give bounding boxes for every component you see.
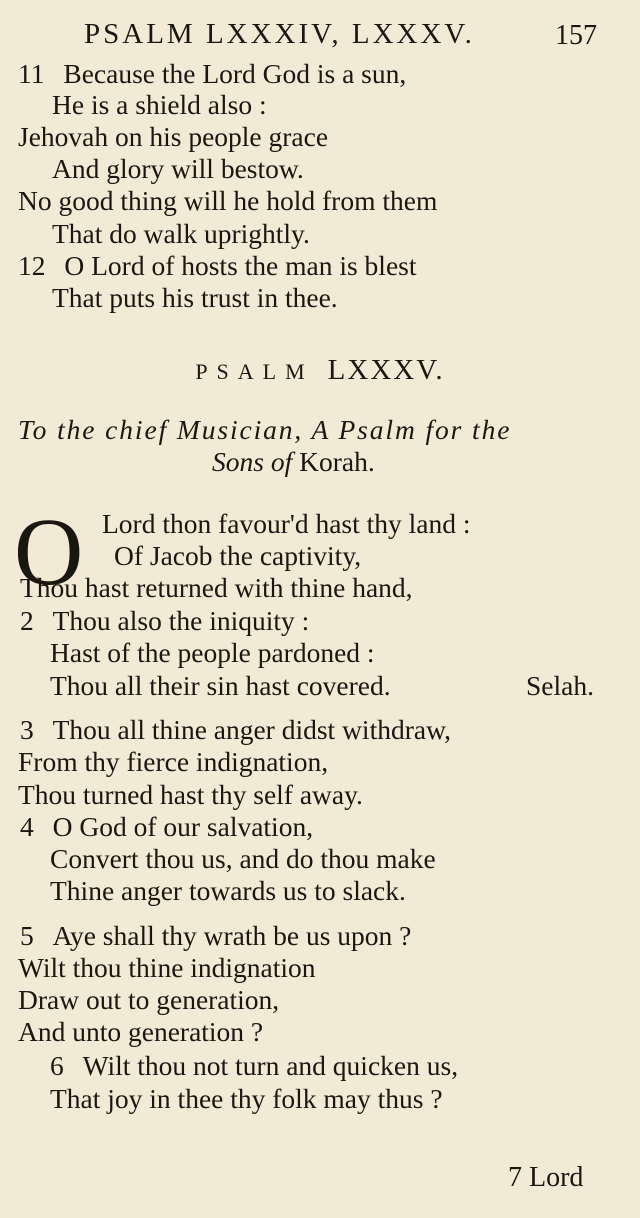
verse-text: Convert thou us, and do thou make [50, 843, 436, 874]
verse-line [18, 250, 417, 282]
verse-line [18, 185, 437, 217]
superscription-name: Korah. [299, 446, 375, 477]
verse-text: Thou all thine anger didst withdraw, [52, 714, 452, 745]
verse-line [18, 121, 328, 153]
verse-text: Lord thon favour'd hast thy land : [102, 508, 471, 539]
verse-text: O God of our salvation, [52, 811, 314, 842]
verse-text: No good thing will he hold from them [18, 185, 438, 216]
verse-line [20, 605, 309, 637]
verse-text: Draw out to generation, [18, 984, 280, 1015]
verse-text: O Lord of hosts the man is blest [64, 250, 417, 281]
verse-line [52, 218, 310, 250]
verse-line [20, 811, 313, 843]
verse-text: That joy in thee thy folk may thus ? [50, 1083, 443, 1114]
superscription-line-1: To the chief Musician, A Psalm for the [18, 414, 512, 445]
verse-text: And glory will bestow. [52, 153, 304, 184]
page-header [0, 18, 640, 58]
verse-number: 6 [50, 1050, 64, 1081]
verse-line [20, 920, 411, 952]
psalm-heading-word: PSALM [195, 359, 314, 384]
verse-number: 3 [20, 714, 34, 745]
running-title: PSALM LXXXIV, LXXXV. [84, 18, 475, 50]
verse-line [50, 637, 375, 669]
superscription [212, 446, 375, 478]
drop-cap: O [14, 498, 84, 605]
verse-text: Because the Lord God is a sun, [63, 58, 407, 89]
verse-number: 12 [18, 250, 46, 281]
verse-text: Thou hast returned with thine hand, [20, 572, 413, 603]
page-number: 157 [555, 20, 597, 51]
verse-text: Hast of the people pardoned : [50, 637, 375, 668]
verse-number: 11 [18, 58, 45, 89]
verse-text: From thy fierce indignation, [18, 746, 329, 777]
verse-text: Thine anger towards us to slack. [50, 875, 406, 906]
superscription-line-2: Sons of [212, 446, 293, 477]
verse-text: That puts his trust in thee. [52, 282, 338, 313]
catchword: 7 Lord [508, 1162, 584, 1193]
selah: Selah. [526, 670, 594, 701]
verse-line [52, 282, 338, 314]
verse-line [50, 1083, 443, 1115]
psalm-heading [0, 354, 640, 387]
verse-text: Wilt thou thine indignation [18, 952, 316, 983]
verse-text: Wilt thou not turn and quicken us, [82, 1050, 459, 1081]
verse-line [50, 843, 436, 875]
verse-line [18, 58, 406, 90]
verse-number: 4 [20, 811, 34, 842]
verse-line [20, 572, 413, 604]
verse-text: Thou also the iniquity : [52, 605, 310, 636]
verse-number: 5 [20, 920, 34, 951]
verse-line [52, 153, 304, 185]
verse-text: Thou all their sin hast covered. [50, 670, 391, 701]
verse-line [102, 508, 471, 540]
verse-line [18, 746, 328, 778]
verse-text: Thou turned hast thy self away. [18, 779, 363, 810]
psalm-heading-number: LXXXV. [327, 354, 445, 386]
verse-line [52, 89, 267, 121]
verse-number: 2 [20, 605, 34, 636]
verse-line [18, 984, 279, 1016]
verse-line [18, 952, 316, 984]
verse-text: And unto generation ? [18, 1016, 264, 1047]
verse-text: Jehovah on his people grace [18, 121, 329, 152]
verse-line [18, 1016, 263, 1048]
verse-text: Of Jacob the captivity, [114, 540, 362, 571]
verse-line [50, 1050, 458, 1082]
verse-line [20, 714, 451, 746]
verse-text: That do walk uprightly. [52, 218, 310, 249]
verse-line [18, 779, 363, 811]
verse-text: Aye shall thy wrath be us upon ? [52, 920, 412, 951]
verse-line [50, 670, 391, 702]
verse-line [114, 540, 361, 572]
verse-text: He is a shield also : [52, 89, 267, 120]
verse-line [50, 875, 406, 907]
superscription [18, 414, 511, 446]
